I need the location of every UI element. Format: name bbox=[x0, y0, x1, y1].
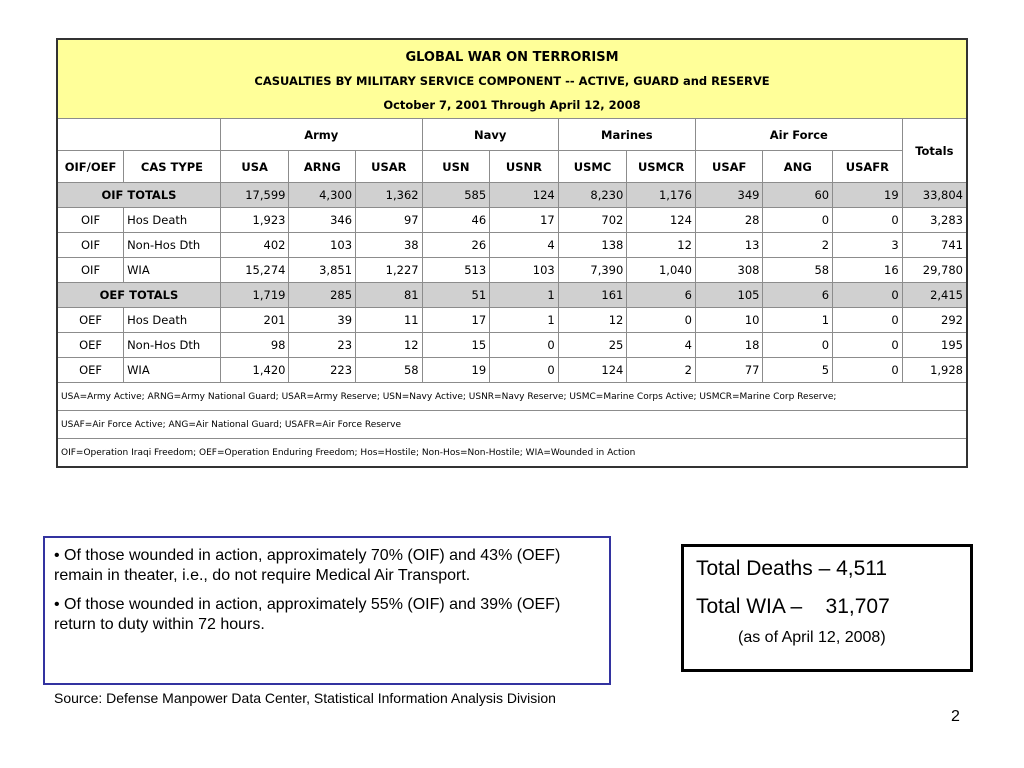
table-cell: 308 bbox=[695, 258, 763, 283]
table-cell: 1,176 bbox=[627, 183, 696, 208]
note-bullet: • Of those wounded in action, approximately 70% (OIF) and 43% (OEF) remain in theater, i.e., do not require Medical Air Transport. bbox=[54, 547, 561, 584]
table-cell: 2 bbox=[627, 358, 696, 383]
legend-row bbox=[57, 411, 967, 439]
table-cell: 51 bbox=[422, 283, 490, 308]
table-title: GLOBAL WAR ON TERRORISM bbox=[405, 49, 619, 65]
source-note: Source: Defense Manpower Data Center, Statistical Information Analysis Division bbox=[54, 690, 556, 706]
table-cell: OIF bbox=[57, 208, 124, 233]
table-row bbox=[57, 208, 967, 233]
table-cell: 28 bbox=[695, 208, 763, 233]
table-cell: 1,719 bbox=[220, 283, 289, 308]
table-cell: 29,780 bbox=[902, 258, 967, 283]
table-cell: 0 bbox=[490, 333, 559, 358]
table-cell: 0 bbox=[833, 308, 903, 333]
table-cell: 1,420 bbox=[220, 358, 289, 383]
table-cell: 6 bbox=[763, 283, 833, 308]
table-cell: 285 bbox=[289, 283, 356, 308]
table-cell: 60 bbox=[763, 183, 833, 208]
table-cell: 58 bbox=[763, 258, 833, 283]
table-row bbox=[57, 333, 967, 358]
legend-text: USA=Army Active; ARNG=Army National Guard; USAR=Army Reserve; USN=Navy Active; USNR=Navy Reserve; USMC=Marine Corps Active; USMCR=Marine Corp Reserve; bbox=[57, 383, 967, 411]
table-cell: 0 bbox=[490, 358, 559, 383]
table-cell: 38 bbox=[356, 233, 423, 258]
table-cell: 5 bbox=[763, 358, 833, 383]
casualty-table-container bbox=[56, 38, 968, 490]
table-cell: OIF bbox=[57, 233, 124, 258]
table-cell: OEF bbox=[57, 333, 124, 358]
table-cell: 741 bbox=[902, 233, 967, 258]
table-cell: 0 bbox=[833, 333, 903, 358]
table-cell: 3,283 bbox=[902, 208, 967, 233]
table-cell: 23 bbox=[289, 333, 356, 358]
table-cell: 12 bbox=[356, 333, 423, 358]
oef-totals-row bbox=[57, 283, 967, 308]
table-cell: 33,804 bbox=[902, 183, 967, 208]
table-cell: 1,362 bbox=[356, 183, 423, 208]
casualty-table bbox=[56, 38, 968, 468]
table-cell: Hos Death bbox=[124, 208, 221, 233]
column-header: USAFR bbox=[833, 151, 903, 183]
table-cell: 25 bbox=[558, 333, 627, 358]
table-cell: 12 bbox=[627, 233, 696, 258]
table-cell: 46 bbox=[422, 208, 490, 233]
oef-totals-label: OEF TOTALS bbox=[57, 283, 220, 308]
table-cell: 39 bbox=[289, 308, 356, 333]
table-row bbox=[57, 258, 967, 283]
table-cell: 402 bbox=[220, 233, 289, 258]
table-cell: 12 bbox=[558, 308, 627, 333]
table-cell: 6 bbox=[627, 283, 696, 308]
table-cell: 1 bbox=[490, 283, 559, 308]
table-cell: Non-Hos Dth bbox=[124, 333, 221, 358]
group-header-totals: Totals bbox=[902, 119, 967, 183]
table-cell: 585 bbox=[422, 183, 490, 208]
table-cell: 2 bbox=[763, 233, 833, 258]
table-cell: 0 bbox=[833, 283, 903, 308]
oif-totals-row bbox=[57, 183, 967, 208]
as-of-date: (as of April 12, 2008) bbox=[738, 629, 886, 646]
column-header: USA bbox=[220, 151, 289, 183]
table-cell: 1,040 bbox=[627, 258, 696, 283]
table-cell: 4 bbox=[627, 333, 696, 358]
table-cell: 3,851 bbox=[289, 258, 356, 283]
column-header: ARNG bbox=[289, 151, 356, 183]
table-cell: OEF bbox=[57, 358, 124, 383]
table-cell: 77 bbox=[695, 358, 763, 383]
total-deaths: Total Deaths – 4,511 bbox=[696, 557, 888, 580]
table-cell: 19 bbox=[422, 358, 490, 383]
column-header: USMC bbox=[558, 151, 627, 183]
column-header: USNR bbox=[490, 151, 559, 183]
table-cell: 0 bbox=[763, 208, 833, 233]
table-cell: 513 bbox=[422, 258, 490, 283]
column-header: CAS TYPE bbox=[124, 151, 221, 183]
table-cell: 0 bbox=[627, 308, 696, 333]
table-cell: Non-Hos Dth bbox=[124, 233, 221, 258]
table-cell: 17 bbox=[490, 208, 559, 233]
table-cell: 0 bbox=[833, 358, 903, 383]
table-cell: 105 bbox=[695, 283, 763, 308]
table-cell: 18 bbox=[695, 333, 763, 358]
table-cell: 98 bbox=[220, 333, 289, 358]
table-cell: 11 bbox=[356, 308, 423, 333]
table-cell: 15 bbox=[422, 333, 490, 358]
table-cell: 346 bbox=[289, 208, 356, 233]
group-header-marines: Marines bbox=[558, 119, 695, 151]
table-cell: 15,274 bbox=[220, 258, 289, 283]
table-cell: 138 bbox=[558, 233, 627, 258]
table-cell: 3 bbox=[833, 233, 903, 258]
table-cell: 124 bbox=[627, 208, 696, 233]
legend-row bbox=[57, 439, 967, 468]
table-cell: 124 bbox=[558, 358, 627, 383]
table-cell: 13 bbox=[695, 233, 763, 258]
group-header-blank bbox=[57, 119, 220, 151]
table-cell: WIA bbox=[124, 258, 221, 283]
table-row bbox=[57, 233, 967, 258]
table-cell: Hos Death bbox=[124, 308, 221, 333]
table-cell: 2,415 bbox=[902, 283, 967, 308]
column-header: USAR bbox=[356, 151, 423, 183]
note-bullet: • Of those wounded in action, approximately 55% (OIF) and 39% (OEF) return to duty within 72 hours. bbox=[54, 596, 561, 633]
column-header-row bbox=[57, 151, 967, 183]
table-date-range: October 7, 2001 Through April 12, 2008 bbox=[383, 98, 641, 112]
table-cell: OIF bbox=[57, 258, 124, 283]
table-cell: 17,599 bbox=[220, 183, 289, 208]
table-cell: 124 bbox=[490, 183, 559, 208]
table-cell: 58 bbox=[356, 358, 423, 383]
column-header: USN bbox=[422, 151, 490, 183]
table-cell: 81 bbox=[356, 283, 423, 308]
table-cell: 17 bbox=[422, 308, 490, 333]
table-cell: 7,390 bbox=[558, 258, 627, 283]
table-cell: 161 bbox=[558, 283, 627, 308]
table-cell: 1 bbox=[763, 308, 833, 333]
notes-box bbox=[43, 536, 611, 685]
table-cell: 19 bbox=[833, 183, 903, 208]
table-cell: 1,227 bbox=[356, 258, 423, 283]
table-subtitle: CASUALTIES BY MILITARY SERVICE COMPONENT -- ACTIVE, GUARD and RESERVE bbox=[254, 73, 770, 88]
table-cell: 103 bbox=[490, 258, 559, 283]
table-cell: 4 bbox=[490, 233, 559, 258]
table-title-block bbox=[57, 39, 967, 119]
table-cell: 97 bbox=[356, 208, 423, 233]
table-cell: WIA bbox=[124, 358, 221, 383]
oif-totals-label: OIF TOTALS bbox=[57, 183, 220, 208]
page-number: 2 bbox=[951, 708, 960, 725]
legend-row bbox=[57, 383, 967, 411]
table-row bbox=[57, 308, 967, 333]
table-cell: 103 bbox=[289, 233, 356, 258]
table-cell: 349 bbox=[695, 183, 763, 208]
table-cell: 16 bbox=[833, 258, 903, 283]
table-cell: 0 bbox=[833, 208, 903, 233]
table-cell: 8,230 bbox=[558, 183, 627, 208]
group-header-airforce: Air Force bbox=[695, 119, 902, 151]
table-cell: 195 bbox=[902, 333, 967, 358]
table-cell: 702 bbox=[558, 208, 627, 233]
table-cell: 201 bbox=[220, 308, 289, 333]
column-header: OIF/OEF bbox=[57, 151, 124, 183]
total-wia: Total WIA – 31,707 bbox=[696, 595, 890, 618]
table-cell: 4,300 bbox=[289, 183, 356, 208]
column-header: USAF bbox=[695, 151, 763, 183]
table-cell: 223 bbox=[289, 358, 356, 383]
legend-text: USAF=Air Force Active; ANG=Air National Guard; USAFR=Air Force Reserve bbox=[57, 411, 967, 439]
table-cell: 0 bbox=[763, 333, 833, 358]
table-cell: 1,928 bbox=[902, 358, 967, 383]
table-cell: 1 bbox=[490, 308, 559, 333]
table-cell: 26 bbox=[422, 233, 490, 258]
group-header-navy: Navy bbox=[422, 119, 558, 151]
group-header-army: Army bbox=[220, 119, 422, 151]
table-cell: OEF bbox=[57, 308, 124, 333]
column-header: ANG bbox=[763, 151, 833, 183]
totals-box bbox=[681, 544, 973, 672]
table-row bbox=[57, 358, 967, 383]
legend-text: OIF=Operation Iraqi Freedom; OEF=Operation Enduring Freedom; Hos=Hostile; Non-Hos=Non-Hostile; WIA=Wounded in Action bbox=[57, 439, 967, 468]
table-cell: 292 bbox=[902, 308, 967, 333]
table-cell: 10 bbox=[695, 308, 763, 333]
table-cell: 1,923 bbox=[220, 208, 289, 233]
column-header: USMCR bbox=[627, 151, 696, 183]
